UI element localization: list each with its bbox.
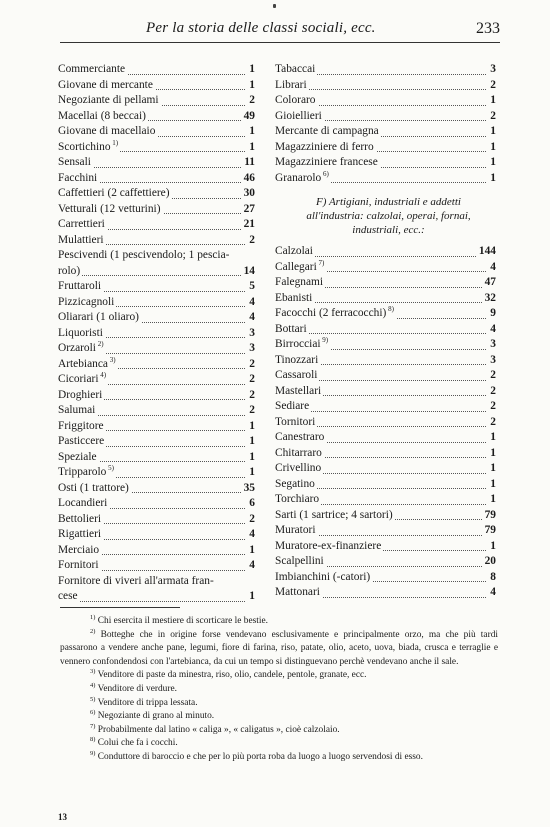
count-value: 4: [246, 310, 255, 326]
count-value: 2: [246, 512, 255, 528]
footnote: [60, 683, 498, 697]
count-value: 4: [487, 322, 496, 338]
footnote-text: Negoziante di grano al minuto.: [95, 711, 215, 722]
occupation-label: Locandieri: [58, 497, 108, 509]
occupation-label: Vetturali (12 vetturini): [58, 202, 161, 215]
table-row: [58, 279, 255, 295]
footnote: [60, 737, 498, 751]
occupation-label: Tripparolo $^{5)}$: [58, 465, 114, 478]
table-row: [275, 353, 496, 369]
occupation-label: Callegari $^{7)}$: [275, 259, 325, 273]
footnote: [60, 697, 498, 711]
count-value: 3: [246, 341, 255, 357]
table-row: [275, 337, 496, 353]
footnote-number: 5): [90, 695, 96, 703]
table-row: [58, 186, 255, 202]
count-value: 79: [482, 508, 496, 524]
count-value: 1: [246, 434, 255, 450]
table-row: [58, 248, 255, 264]
occupation-label: Pasticcere: [58, 435, 105, 447]
table-row: [58, 419, 255, 435]
footnote-text: Chi esercita il mestiere di scorticare le bestie.: [95, 616, 269, 626]
count-value: 2: [246, 388, 255, 404]
count-value: 4: [246, 558, 255, 574]
occupation-label: Tabaccai: [275, 63, 316, 75]
count-value: 30: [241, 186, 255, 202]
table-row: [275, 78, 496, 94]
table-row: [58, 78, 255, 94]
occupation-label: Torchiaro: [275, 493, 320, 505]
table-row: [58, 512, 255, 528]
count-value: 79: [482, 523, 496, 539]
occupation-label: Scalpellini: [275, 555, 324, 567]
table-row: [275, 260, 496, 276]
table-row: [58, 140, 255, 156]
table-row: [275, 399, 496, 415]
count-value: 1: [487, 140, 496, 156]
occupation-label: Speziale: [58, 450, 97, 463]
count-value: 1: [487, 446, 496, 462]
table-row: [58, 388, 255, 404]
occupation-label: Scortichino $^{1)}$: [58, 139, 119, 153]
count-value: 2: [487, 384, 496, 400]
left-column: [58, 62, 255, 605]
occupation-label: Facocchi (2 ferracocchi) $^{8)}$: [275, 306, 394, 319]
table-row: [58, 202, 255, 218]
count-value: 1: [246, 543, 255, 559]
footnote-number: 2): [90, 627, 96, 635]
footnote-ref: 9): [320, 337, 329, 345]
count-value: 1: [246, 419, 255, 435]
footnote-ref: 6): [321, 170, 329, 178]
count-value: 2: [487, 368, 496, 384]
table-row: [58, 434, 255, 450]
occupation-label: Giovane di mercante: [58, 78, 153, 91]
table-row: [58, 171, 255, 187]
occupation-label: Ebanisti: [275, 291, 313, 304]
occupation-label: Artebianca $^{3)}$: [58, 356, 116, 370]
table-row: [275, 322, 496, 338]
table-row: [275, 384, 496, 400]
count-value: 49: [241, 109, 255, 125]
count-value: 1: [487, 124, 496, 140]
count-value: 144: [476, 244, 496, 260]
occupation-label: Imbianchini (-catori): [275, 570, 371, 583]
occupation-label: Mulattieri: [58, 233, 104, 246]
table-row: [58, 403, 255, 419]
section-f-line3: industriali, ecc.:: [352, 224, 425, 236]
occupation-label: Bettolieri: [58, 512, 102, 525]
footnote: [60, 629, 498, 670]
table-row: [58, 496, 255, 512]
table-row: [58, 341, 255, 357]
table-row: [58, 481, 255, 497]
footnote-text: Conduttore di baroccio e che per lo più porta roba da luogo a luogo servendosi di esso.: [95, 751, 423, 762]
count-value: 2: [487, 78, 496, 94]
footnote-ref: 2): [95, 341, 104, 349]
occupation-label: Osti (1 trattore): [58, 481, 129, 494]
footnote: [60, 615, 498, 629]
footnote-number: 8): [90, 736, 96, 744]
occupation-label: Fornitori: [58, 559, 99, 571]
table-row: [275, 461, 496, 477]
section-f-line1: F) Artigiani, industriali e addetti: [316, 196, 461, 208]
table-row: [275, 415, 496, 431]
table-row: [58, 310, 255, 326]
table-row: [58, 233, 255, 249]
count-value: 11: [241, 155, 255, 171]
table-row: [275, 140, 496, 156]
table-row: [275, 275, 496, 291]
count-value: 4: [246, 527, 255, 543]
count-value: 47: [482, 275, 496, 291]
occupation-label: Pizzicagnoli: [58, 295, 115, 308]
footnote-ref: 8): [386, 306, 394, 314]
occupation-label: Sediare: [275, 400, 310, 412]
count-value: 2: [487, 109, 496, 125]
occupation-label: Muratori: [275, 524, 316, 536]
count-value: 1: [487, 477, 496, 493]
table-row: [58, 62, 255, 78]
count-value: 32: [482, 291, 496, 307]
occupation-label: Magazziniere francese: [275, 156, 378, 168]
occupation-label: Caffettieri (2 caffettiere): [58, 187, 170, 199]
table-row: [58, 295, 255, 311]
count-value: 1: [487, 93, 496, 109]
occupation-label: Calzolai: [275, 245, 313, 257]
occupation-label: Liquoristi: [58, 326, 103, 339]
table-row: [58, 124, 255, 140]
count-value: 1: [246, 62, 255, 78]
occupation-label: Carrettieri: [58, 218, 105, 230]
footnote-number: 4): [90, 681, 96, 689]
occupation-label: Pescivendi (1 pescivendolo; 1 pescia-: [58, 249, 230, 261]
dot-leader: [58, 275, 255, 276]
occupation-label: Negoziante di pellami: [58, 94, 159, 106]
count-value: 3: [487, 62, 496, 78]
footnote-text: Probabilmente dal latino « caliga », « caligatus », cioè calzolaio.: [95, 724, 340, 735]
occupation-label: Mercante di campagna: [275, 125, 379, 137]
table-row: [275, 492, 496, 508]
count-value: 27: [241, 202, 255, 218]
table-row: [58, 543, 255, 559]
table-row: [275, 446, 496, 462]
table-row: [58, 527, 255, 543]
table-row: [275, 155, 496, 171]
occupation-label: Muratore-ex-finanziere: [275, 539, 382, 552]
table-row: [58, 372, 255, 388]
table-row: [58, 109, 255, 125]
occupation-label: Commerciante: [58, 63, 126, 75]
occupation-label: Merciaio: [58, 543, 100, 556]
occupation-label: Canestraro: [275, 431, 325, 443]
count-value: 3: [487, 337, 496, 353]
count-value: 1: [487, 492, 496, 508]
footnote-text: Botteghe che in origine forse vendevano esclusivamente e principalmente orzo, ma che più tardi passarono a vendere anche pane, legumi, fiore di farina, riso, patate, olio, aceto, uova, biada, crusca e terraglie e vennero confondendosi con l'artebianca, da cui un tempo si distinguevano perchè vendevano anche il sale.: [60, 629, 498, 667]
occupation-label: Coloraro: [275, 94, 316, 106]
occupation-label: Magazziniere di ferro: [275, 140, 374, 153]
count-value: 1: [246, 450, 255, 466]
signature-mark: 13: [58, 812, 67, 822]
count-value: 1: [246, 589, 255, 605]
table-row: [275, 539, 496, 555]
table-row: [275, 306, 496, 322]
occupation-label: Friggitore: [58, 419, 104, 432]
count-value: 2: [246, 233, 255, 249]
table-row: [275, 171, 496, 187]
footnote-ref: 4): [98, 372, 107, 380]
count-value: 21: [241, 217, 255, 233]
footnote: [60, 751, 498, 765]
occupation-label: Bottari: [275, 322, 307, 335]
count-value: 20: [482, 554, 496, 570]
table-row: [58, 558, 255, 574]
occupation-label: Mattonari: [275, 586, 320, 598]
right-column: [275, 62, 496, 601]
occupation-label: rolo): [58, 264, 81, 277]
count-value: 5: [246, 279, 255, 295]
occupation-label: Gioiellieri: [275, 109, 322, 122]
footnote-ref: 3): [107, 356, 116, 364]
occupation-label: Crivellino: [275, 462, 322, 474]
count-value: 14: [241, 264, 255, 280]
occupation-label: Giovane di macellaio: [58, 125, 156, 137]
table-row: [275, 244, 496, 260]
table-row: [275, 430, 496, 446]
footnote: [60, 669, 498, 683]
table-row: [275, 109, 496, 125]
table-row: [275, 508, 496, 524]
table-row: [275, 93, 496, 109]
table-row: [275, 523, 496, 539]
count-value: 1: [487, 171, 496, 187]
table-row: [58, 93, 255, 109]
count-value: 46: [241, 171, 255, 187]
occupation-label: Tinozzari: [275, 353, 319, 366]
table-row: [58, 326, 255, 342]
footnote-ref: 1): [110, 139, 119, 147]
occupation-label: Oliarari (1 oliaro): [58, 311, 139, 323]
page-number: 233: [476, 20, 500, 37]
footnote-ref: 7): [316, 259, 325, 267]
footnote-number: 9): [90, 749, 96, 757]
table-row: [58, 465, 255, 481]
count-value: 2: [246, 93, 255, 109]
table-row: [275, 62, 496, 78]
count-value: 2: [246, 372, 255, 388]
count-value: 8: [487, 570, 496, 586]
occupation-label: Chitarraro: [275, 446, 322, 459]
footnote-text: Venditore di trippa lessata.: [95, 697, 198, 708]
count-value: 1: [246, 140, 255, 156]
count-value: 4: [487, 585, 496, 601]
table-row: [275, 124, 496, 140]
table-row: [58, 574, 255, 590]
occupation-label: Facchini: [58, 171, 98, 184]
occupation-label: Orzaroli $^{2)}$: [58, 341, 104, 354]
print-mark: [273, 4, 276, 8]
footnote-number: 3): [90, 668, 96, 676]
count-value: 6: [246, 496, 255, 512]
table-row: [275, 291, 496, 307]
count-value: 1: [487, 461, 496, 477]
table-row: [275, 368, 496, 384]
occupation-label: Mastellari: [275, 384, 322, 397]
occupation-label: Falegnami: [275, 276, 324, 288]
occupation-label: Rigattieri: [58, 528, 102, 540]
right-column-top: [275, 62, 496, 186]
footnote: [60, 710, 498, 724]
footnote-ref: 5): [106, 465, 114, 473]
count-value: 35: [241, 481, 255, 497]
occupation-label: Sensali: [58, 156, 91, 168]
footnote-number: 7): [90, 722, 96, 730]
count-value: 1: [246, 124, 255, 140]
occupation-label: Cassaroli: [275, 369, 318, 381]
table-row: [275, 585, 496, 601]
occupation-label: Cicoriari $^{4)}$: [58, 372, 107, 385]
count-value: 2: [246, 357, 255, 373]
count-value: 1: [246, 78, 255, 94]
footnotes: [60, 615, 498, 765]
occupation-label: cese: [58, 590, 78, 602]
table-row: [58, 217, 255, 233]
table-row: [275, 554, 496, 570]
right-column-bottom: [275, 244, 496, 601]
table-row: [275, 570, 496, 586]
count-value: 3: [246, 326, 255, 342]
table-row: [58, 155, 255, 171]
occupation-label: Granarolo $^{6)}$: [275, 170, 329, 184]
table-row: [58, 589, 255, 605]
occupation-label: Librari: [275, 78, 307, 91]
occupation-label: Fornitore di viveri all'armata fran-: [58, 574, 214, 587]
page-header: [60, 20, 500, 43]
dot-leader: [58, 601, 255, 602]
count-value: 4: [246, 295, 255, 311]
section-f-line2: all'industria: calzolai, operai, fornai,: [306, 210, 471, 222]
occupation-label: Macellai (8 beccai): [58, 109, 146, 122]
occupation-label: Birrocciai $^{9)}$: [275, 337, 329, 350]
count-value: 1: [246, 465, 255, 481]
table-row: [58, 450, 255, 466]
count-value: 1: [487, 155, 496, 171]
section-f-heading: [285, 195, 492, 237]
occupation-label: Tornitori: [275, 415, 316, 428]
count-value: 3: [487, 353, 496, 369]
footnote: [60, 724, 498, 738]
occupation-label: Salumai: [58, 404, 96, 416]
occupation-label: Sarti (1 sartrice; 4 sartori): [275, 508, 393, 521]
count-value: 4: [487, 260, 496, 276]
occupation-label: Fruttaroli: [58, 280, 102, 292]
occupation-label: Segatino: [275, 477, 315, 490]
table-row: [58, 357, 255, 373]
occupation-label: Droghieri: [58, 388, 103, 401]
footnote-text: Venditore di paste da minestra, riso, olio, candele, pentole, granate, ecc.: [95, 670, 367, 681]
footnote-rule: [60, 607, 180, 608]
footnote-number: 6): [90, 709, 96, 717]
count-value: 1: [487, 430, 496, 446]
footnote-text: Colui che fa i cocchi.: [95, 738, 178, 749]
count-value: 9: [487, 306, 496, 322]
count-value: 2: [487, 399, 496, 415]
table-row: [58, 264, 255, 280]
count-value: 2: [246, 403, 255, 419]
footnote-number: 1): [90, 613, 96, 621]
count-value: 1: [487, 539, 496, 555]
count-value: 2: [487, 415, 496, 431]
footnote-text: Venditore di verdure.: [95, 683, 177, 694]
running-title: Per la storia delle classi sociali, ecc.: [146, 20, 376, 36]
table-row: [275, 477, 496, 493]
